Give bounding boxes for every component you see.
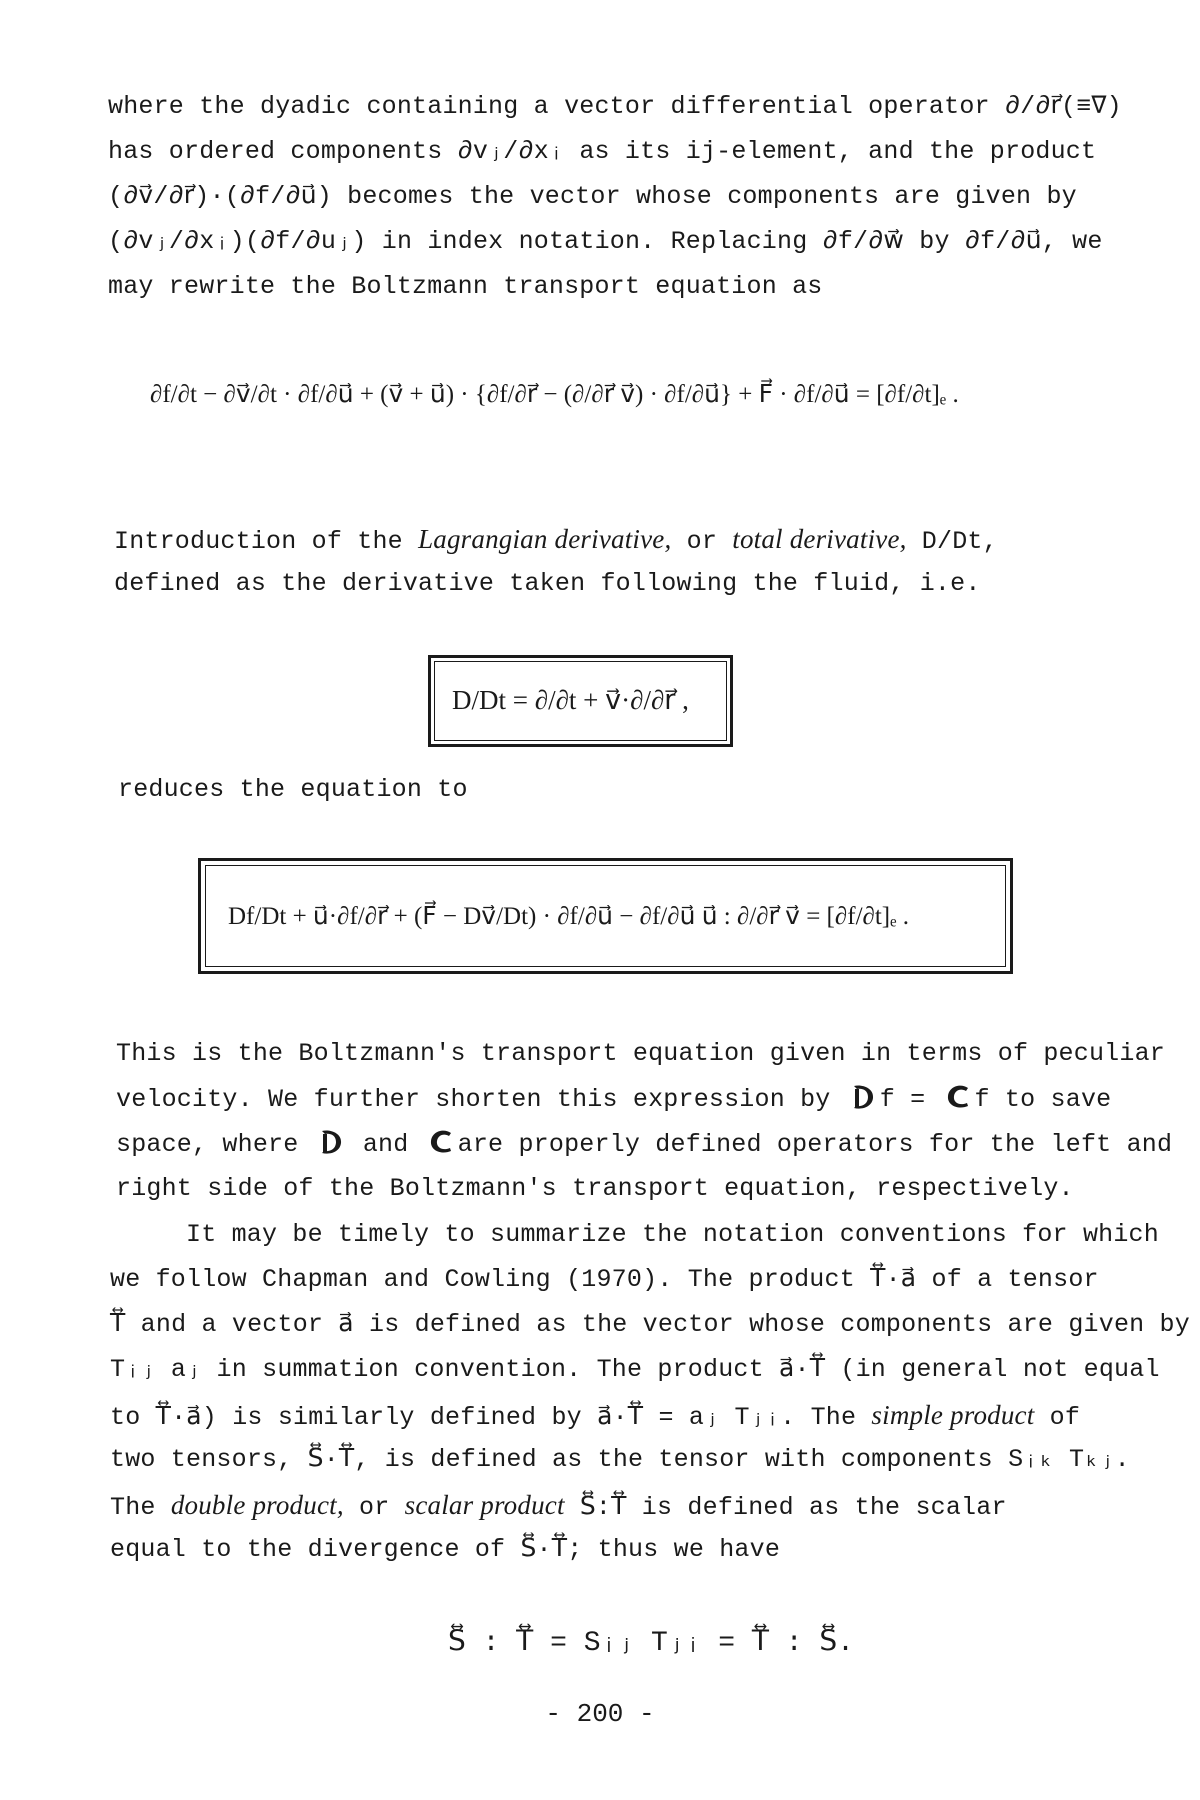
equation-boltzmann-peculiar: Df/Dt + u⃗·∂f/∂r⃗ + (F⃗ − Dv⃗/Dt) · ∂f/∂u⃗ − ∂f/∂u⃗ u⃗ : ∂/∂r⃗ v⃗ = [∂f/∂t]ₑ .	[228, 903, 910, 930]
script-C-operator-icon	[426, 1127, 456, 1157]
term-scalar-product: scalar product	[404, 1490, 565, 1520]
paragraph5-line5	[110, 1398, 1150, 1435]
term-simple-product: simple product	[871, 1400, 1035, 1430]
paragraph2-text-b: or	[671, 527, 733, 556]
paragraph5-line2: we follow Chapman and Cowling (1970). The product T⃡·a⃗ of a tensor	[110, 1265, 1099, 1294]
term-lagrangian-derivative: Lagrangian derivative,	[418, 524, 672, 554]
script-D-operator-icon	[848, 1082, 878, 1112]
paragraph5-line8: equal to the divergence of S⃡·T⃡; thus we have	[110, 1535, 781, 1564]
paragraph4-line2	[116, 1082, 1156, 1117]
paragraph5-text-d: or	[343, 1493, 405, 1522]
paragraph2-line1	[114, 522, 1154, 559]
paragraph4-text-d: space, where	[116, 1130, 314, 1159]
term-total-derivative: total derivative,	[732, 524, 907, 554]
paragraph5-text-b: of	[1034, 1403, 1081, 1432]
paragraph5-line6: two tensors, S⃡·T⃡, is defined as the tensor with components Sᵢₖ Tₖⱼ.	[110, 1445, 1130, 1474]
paragraph2-text-c: D/Dt,	[906, 527, 998, 556]
paragraph5-line3: T⃡ and a vector a⃗ is defined as the vector whose components are given by	[110, 1310, 1190, 1339]
paragraph1-line5: may rewrite the Boltzmann transport equation as	[108, 272, 823, 301]
paragraph4-text-a: velocity. We further shorten this expression by	[116, 1085, 846, 1114]
paragraph5-line1: It may be timely to summarize the notation conventions for which	[186, 1220, 1159, 1249]
paragraph5-text-c: The	[110, 1493, 171, 1522]
equation-boltzmann-full: ∂f/∂t − ∂v⃗/∂t · ∂f/∂u⃗ + (v⃗ + u⃗) · {∂f/∂r⃗ − (∂/∂r⃗ v⃗) · ∂f/∂u⃗} + F⃗ · ∂f/∂u⃗ = [∂f/∂t]ₑ .	[150, 381, 959, 408]
script-C-operator-icon	[943, 1082, 973, 1112]
paragraph1-line2: has ordered components ∂vⱼ/∂xᵢ as its ij-element, and the product	[108, 137, 1097, 166]
paragraph5-line4: Tᵢⱼ aⱼ in summation convention. The product a⃗·T⃡ (in general not equal	[110, 1355, 1160, 1384]
paragraph1-line1: where the dyadic containing a vector differential operator ∂/∂r⃗(≡∇)	[108, 92, 1122, 121]
paragraph1-line3: (∂v⃗/∂r⃗)·(∂f/∂u⃗) becomes the vector whose components are given by	[108, 182, 1077, 211]
paragraph2-line2: defined as the derivative taken following the fluid, i.e.	[114, 569, 981, 598]
paragraph4-line3	[116, 1127, 1173, 1162]
paragraph4-text-f: are properly defined operators for the left and	[457, 1130, 1173, 1159]
paragraph5-line7	[110, 1488, 1150, 1525]
paragraph2-text-a: Introduction of the	[114, 527, 419, 556]
paragraph4-line1: This is the Boltzmann's transport equation given in terms of peculiar	[116, 1039, 1165, 1068]
page-number: - 200 -	[545, 1699, 655, 1729]
equation-lagrangian-derivative: D/Dt = ∂/∂t + v⃗·∂/∂r⃗ ,	[452, 685, 689, 715]
paragraph4-text-c: f to save	[974, 1085, 1112, 1114]
script-D-operator-icon	[316, 1127, 346, 1157]
paragraph4-text-e: and	[347, 1130, 424, 1159]
paragraph4-text-b: f =	[879, 1085, 941, 1114]
paragraph4-line4: right side of the Boltzmann's transport equation, respectively.	[116, 1174, 1074, 1203]
term-double-product: double product,	[170, 1490, 344, 1520]
paragraph1-line4: (∂vⱼ/∂xᵢ)(∂f/∂uⱼ) in index notation. Replacing ∂f/∂w⃗ by ∂f/∂u⃗, we	[108, 227, 1103, 256]
paragraph5-text-a: to T⃡·a⃗) is similarly defined by a⃗·T⃡ = aⱼ Tⱼᵢ. The	[110, 1403, 872, 1432]
paragraph5-text-e: S⃡:T⃡ is defined as the scalar	[564, 1493, 1007, 1522]
paragraph3: reduces the equation to	[118, 775, 468, 804]
equation-double-product: S⃡ : T⃡ = Sᵢⱼ Tⱼᵢ = T⃡ : S⃡.	[448, 1628, 854, 1659]
